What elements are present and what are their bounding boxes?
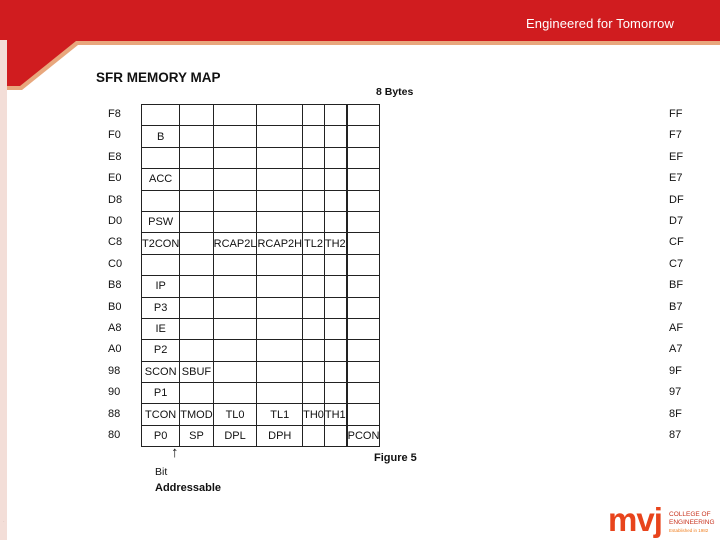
register-cell (213, 318, 257, 339)
table-row (142, 105, 380, 126)
register-cell (324, 297, 346, 318)
register-cell: SBUF (180, 361, 213, 382)
address-label-right: DF (669, 193, 684, 206)
register-cell (303, 169, 325, 190)
register-cell (257, 318, 303, 339)
register-cell (347, 233, 380, 254)
register-cell: TL1 (257, 404, 303, 425)
register-cell: IE (142, 318, 180, 339)
table-row (142, 404, 380, 425)
register-cell (303, 318, 325, 339)
register-cell (347, 105, 380, 126)
register-cell (347, 276, 380, 297)
register-cell (303, 361, 325, 382)
address-label-right: 87 (669, 429, 682, 441)
register-cell (142, 190, 180, 211)
register-cell (257, 190, 303, 211)
address-label-left: A8 (108, 322, 122, 334)
address-label-right: D7 (669, 215, 684, 227)
register-cell: PSW (142, 211, 180, 232)
address-label-left: 80 (108, 429, 121, 441)
table-row (142, 169, 380, 190)
register-cell (257, 383, 303, 404)
register-cell: TL0 (213, 404, 257, 425)
register-cell (324, 211, 346, 232)
register-cell (180, 147, 213, 168)
bytes-label: 8 Bytes (376, 86, 414, 98)
register-cell (213, 383, 257, 404)
address-label-right: A7 (669, 343, 683, 356)
register-cell (303, 425, 325, 446)
logo-mark: mvj (608, 501, 662, 538)
table-row (142, 233, 380, 254)
register-cell (213, 340, 257, 361)
register-cell (324, 126, 346, 147)
address-label-left: C0 (108, 257, 123, 270)
register-cell (180, 169, 213, 190)
banner-title: Engineered for Tomorrow (525, 16, 674, 31)
address-label-left: A0 (108, 343, 122, 356)
register-cell: P0 (142, 425, 180, 446)
college-logo (608, 501, 720, 540)
addressable-label: Addressable (155, 482, 222, 494)
register-cell (257, 105, 303, 126)
logo-engineering-text: ENGINEERING (669, 519, 715, 526)
register-cell (213, 254, 257, 275)
register-cell (257, 254, 303, 275)
address-label-left: F8 (108, 108, 121, 120)
register-cell (257, 276, 303, 297)
address-label-left: B8 (108, 279, 122, 292)
table-row (142, 126, 380, 147)
register-cell: TH2 (324, 233, 346, 254)
address-label-left: F0 (108, 129, 121, 142)
table-row (142, 318, 380, 339)
address-label-left: 90 (108, 386, 121, 399)
address-label-right: 8F (669, 407, 682, 420)
register-cell (324, 105, 346, 126)
register-cell (324, 147, 346, 168)
corner-mark: · (3, 519, 5, 525)
register-cell (347, 147, 380, 168)
register-cell (303, 190, 325, 211)
register-cell: DPH (257, 425, 303, 446)
register-cell (257, 211, 303, 232)
register-cell (142, 105, 180, 126)
address-label-right: FF (669, 108, 683, 120)
logo-college-text: COLLEGE OF (669, 511, 711, 518)
register-cell: TCON (142, 404, 180, 425)
register-cell (213, 297, 257, 318)
register-cell (347, 404, 380, 425)
address-label-left: 98 (108, 364, 121, 377)
register-cell (347, 190, 380, 211)
register-cell (180, 297, 213, 318)
register-cell: P1 (142, 383, 180, 404)
logo-established-text: Established in 1982 (669, 528, 709, 533)
register-cell (347, 126, 380, 147)
address-label-right: CF (669, 236, 684, 249)
register-cell: PCON (347, 425, 380, 446)
register-cell (142, 254, 180, 275)
register-cell (303, 126, 325, 147)
address-label-left: 88 (108, 407, 121, 420)
register-cell: TH1 (324, 404, 346, 425)
register-cell: RCAP2L (213, 233, 257, 254)
register-cell (324, 169, 346, 190)
register-cell (180, 340, 213, 361)
table-row (142, 254, 380, 275)
register-cell (213, 211, 257, 232)
register-cell (213, 126, 257, 147)
register-cell (303, 276, 325, 297)
table-row (142, 361, 380, 382)
table-row (142, 147, 380, 168)
register-cell (213, 276, 257, 297)
address-label-right: 9F (669, 364, 682, 377)
sfr-grid (141, 104, 380, 447)
register-cell (324, 361, 346, 382)
register-cell (257, 147, 303, 168)
register-cell (324, 276, 346, 297)
table-row (142, 276, 380, 297)
register-cell: TL2 (303, 233, 325, 254)
register-cell (180, 276, 213, 297)
register-cell (180, 383, 213, 404)
bit-label: Bit (155, 466, 168, 478)
register-cell (347, 297, 380, 318)
address-label-left: E8 (108, 150, 122, 163)
register-cell (180, 254, 213, 275)
register-cell (180, 318, 213, 339)
register-cell (324, 318, 346, 339)
address-label-right: B7 (669, 300, 683, 313)
register-cell (180, 105, 213, 126)
register-cell (213, 361, 257, 382)
register-cell (213, 190, 257, 211)
figure-caption: Figure 5 (374, 452, 417, 464)
register-cell: B (142, 126, 180, 147)
register-cell (347, 340, 380, 361)
register-cell (324, 254, 346, 275)
left-decorative-band (0, 40, 7, 540)
register-cell (303, 383, 325, 404)
register-cell: SP (180, 425, 213, 446)
register-cell: SCON (142, 361, 180, 382)
address-label-right: C7 (669, 257, 684, 270)
register-cell (347, 169, 380, 190)
register-cell: T2CON (142, 233, 180, 254)
register-cell (213, 169, 257, 190)
register-cell (257, 297, 303, 318)
register-cell (303, 340, 325, 361)
table-row (142, 190, 380, 211)
register-cell (324, 340, 346, 361)
register-cell: TMOD (180, 404, 213, 425)
register-cell (324, 425, 346, 446)
register-cell: P3 (142, 297, 180, 318)
address-label-right: 97 (669, 386, 682, 399)
register-cell: DPL (213, 425, 257, 446)
register-cell (257, 340, 303, 361)
register-cell (324, 190, 346, 211)
register-cell: IP (142, 276, 180, 297)
address-label-right: E7 (669, 172, 683, 185)
table-row (142, 340, 380, 361)
register-cell (257, 361, 303, 382)
register-cell (257, 169, 303, 190)
register-cell: RCAP2H (257, 233, 303, 254)
register-cell (347, 254, 380, 275)
page-title: SFR MEMORY MAP (96, 70, 221, 85)
address-label-right: BF (669, 279, 684, 292)
register-cell (324, 383, 346, 404)
register-cell (303, 254, 325, 275)
address-label-left: C8 (108, 236, 123, 249)
address-label-left: E0 (108, 172, 122, 185)
register-cell (347, 361, 380, 382)
register-cell (303, 147, 325, 168)
register-cell (180, 190, 213, 211)
register-cell (347, 211, 380, 232)
register-cell (303, 297, 325, 318)
table-row (142, 297, 380, 318)
address-label-left: D8 (108, 193, 123, 206)
address-label-left: B0 (108, 300, 122, 313)
register-cell (303, 105, 325, 126)
register-cell (347, 383, 380, 404)
address-label-right: F7 (669, 129, 682, 142)
register-cell (347, 318, 380, 339)
register-cell (257, 126, 303, 147)
register-cell (180, 211, 213, 232)
register-cell (213, 105, 257, 126)
address-label-right: AF (669, 322, 684, 334)
register-cell (142, 147, 180, 168)
table-row (142, 211, 380, 232)
register-cell (303, 211, 325, 232)
register-cell (213, 147, 257, 168)
register-cell: P2 (142, 340, 180, 361)
table-row (142, 383, 380, 404)
address-label-right: EF (669, 150, 684, 163)
register-cell (180, 233, 213, 254)
register-cell: ACC (142, 169, 180, 190)
address-label-left: D0 (108, 215, 123, 227)
up-arrow-icon: ↑ (171, 444, 179, 461)
register-cell: TH0 (303, 404, 325, 425)
register-cell (180, 126, 213, 147)
